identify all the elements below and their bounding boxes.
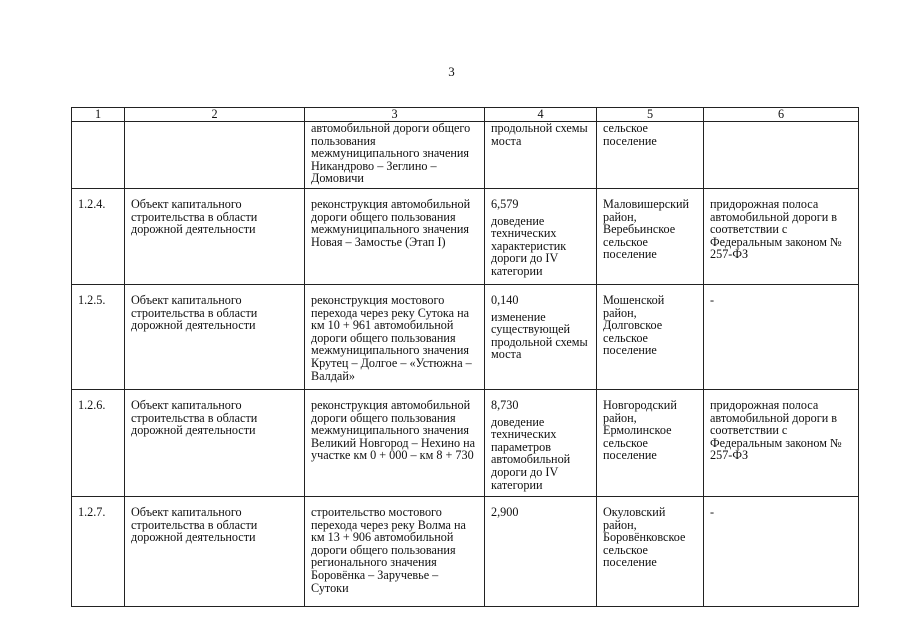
value-cell xyxy=(485,188,597,284)
zone-cell: придорожная полоса автомобильной дороги в соответствии с Федеральным законом № 257-ФЗ xyxy=(704,389,859,496)
value-amount: 8,730 xyxy=(491,397,519,412)
object-type-cell xyxy=(125,122,305,189)
page-number: 3 xyxy=(448,64,455,79)
row-number xyxy=(72,122,125,189)
zone-cell: придорожная полоса автомобильной дороги в соответствии с Федеральным законом № 257-ФЗ xyxy=(704,188,859,284)
value-cell xyxy=(485,389,597,496)
column-header: 3 xyxy=(305,108,485,122)
value-note: доведение технических параметров автомобильной дороги до IV категории xyxy=(491,414,571,492)
description-cell: реконструкция мостового перехода через реку Сутока на км 10 + 961 автомобильной дороги общего пользования межмуниципального значения Крутец – Долгое – «Устюжна – Валдай» xyxy=(305,284,485,389)
column-header: 6 xyxy=(704,108,859,122)
column-header: 4 xyxy=(485,108,597,122)
description-cell: автомобильной дороги общего пользования межмуниципального значения Никандрово – Зеглино – Домовичи xyxy=(305,122,485,189)
table-row xyxy=(72,284,859,389)
value-amount: 6,579 xyxy=(491,196,519,211)
value-amount: 2,900 xyxy=(491,504,519,519)
value-note: доведение технических характеристик дороги до IV категории xyxy=(491,213,567,278)
table-row xyxy=(72,389,859,496)
zone-cell: - xyxy=(704,284,859,389)
description-cell: реконструкция автомобильной дороги общего пользования межмуниципального значения Великий Новгород – Нехино на участке км 0 + 000 – км 8 + 730 xyxy=(305,389,485,496)
location-cell: Маловишерский район, Веребьинское сельское поселение xyxy=(597,188,704,284)
description-cell: реконструкция автомобильной дороги общего пользования межмуниципального значения Новая – Замостье (Этап I) xyxy=(305,188,485,284)
value-cell xyxy=(485,496,597,606)
table-row xyxy=(72,122,859,189)
row-number: 1.2.5. xyxy=(72,284,125,389)
value-note: продольной схемы моста xyxy=(491,121,588,148)
object-type-cell: Объект капитального строительства в области дорожной деятельности xyxy=(125,188,305,284)
location-cell: Окуловский район, Боровёнковское сельское поселение xyxy=(597,496,704,606)
value-note: изменение существующей продольной схемы моста xyxy=(491,309,588,362)
zone-cell xyxy=(704,122,859,189)
location-cell: Мошенской район, Долговское сельское поселение xyxy=(597,284,704,389)
column-header: 5 xyxy=(597,108,704,122)
zone-cell: - xyxy=(704,496,859,606)
table-header-row xyxy=(72,108,859,122)
value-cell xyxy=(485,284,597,389)
table-row xyxy=(72,496,859,606)
column-header: 2 xyxy=(125,108,305,122)
location-cell: Новгородский район, Ермолинское сельское поселение xyxy=(597,389,704,496)
description-cell: строительство мостового перехода через реку Волма на км 13 + 906 автомобильной дороги общего пользования регионального значения Боровёнка – Заручевье – Сутоки xyxy=(305,496,485,606)
location-cell: сельское поселение xyxy=(597,122,704,189)
value-amount: 0,140 xyxy=(491,292,519,307)
object-type-cell: Объект капитального строительства в области дорожной деятельности xyxy=(125,284,305,389)
object-type-cell: Объект капитального строительства в области дорожной деятельности xyxy=(125,389,305,496)
row-number: 1.2.7. xyxy=(72,496,125,606)
row-number: 1.2.4. xyxy=(72,188,125,284)
table-row xyxy=(72,188,859,284)
planning-table xyxy=(71,107,859,607)
row-number: 1.2.6. xyxy=(72,389,125,496)
object-type-cell: Объект капитального строительства в области дорожной деятельности xyxy=(125,496,305,606)
value-cell xyxy=(485,122,597,189)
column-header: 1 xyxy=(72,108,125,122)
